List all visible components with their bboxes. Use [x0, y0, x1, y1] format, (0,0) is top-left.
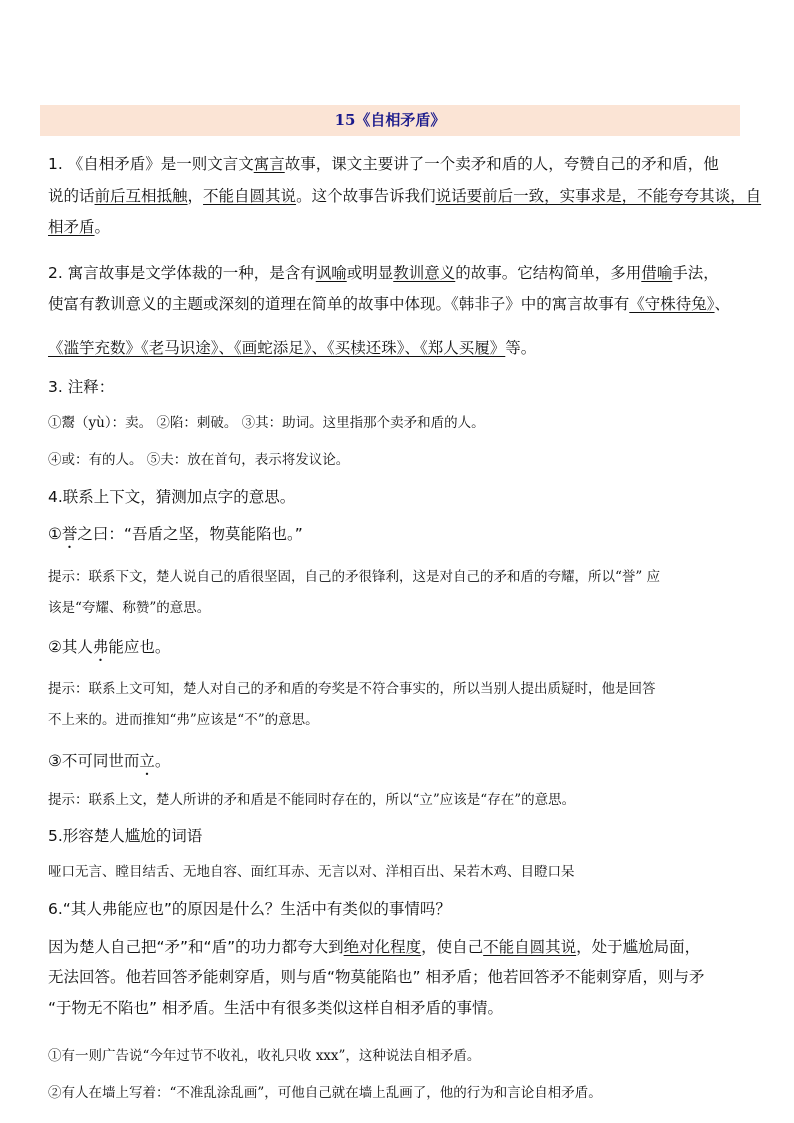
s4-question1	[48, 524, 303, 552]
text: ①	[48, 525, 62, 543]
text: 。	[154, 752, 171, 770]
s5-heading: 5.形容楚人尴尬的词语	[48, 827, 203, 845]
s6-line2: 无法回答。他若回答矛能刺穿盾，则与盾“物莫能陷也” 相矛盾；他若回答矛不能刺穿盾，则与矛	[48, 968, 705, 986]
text: 之曰：“吾盾之坚，物莫能陷也。”	[77, 525, 303, 543]
text: 。这个故事告诉我们	[296, 187, 436, 205]
s6-example2: ②有人在墙上写着：“不准乱涂乱画”，可他自己就在墙上乱画了，他的行为和言论自相矛盾。	[48, 1085, 602, 1101]
text: 、	[714, 295, 731, 313]
s3-heading: 3. 注释：	[48, 378, 115, 396]
dotted-char: 誉	[61, 525, 78, 543]
text: 手法，	[672, 264, 719, 282]
underlined-term: 不能自圆其说	[483, 938, 577, 956]
underlined-term: 说话要前后一致，实事求是，不能夸夸其谈，自	[435, 187, 762, 205]
text: 或明显	[346, 264, 394, 282]
underlined-term: 绝对化程度	[343, 938, 422, 956]
text: 2. 寓言故事是文学体裁的一种，是含有	[48, 264, 316, 282]
text: ②其人	[48, 638, 93, 656]
s6-line1	[48, 937, 700, 957]
text: 使富有教训意义的主题或深刻的道理在简单的故事中体现。《韩非子》中的寓言故事有	[48, 295, 630, 313]
text: ，	[187, 187, 204, 205]
s4-question3	[48, 751, 170, 779]
s4-question2	[48, 637, 170, 665]
text: 故事，课文主要讲了一个卖矛和盾的人，夸赞自己的矛和盾，他	[284, 155, 719, 173]
p1-line1	[48, 154, 719, 174]
dotted-char: 立	[139, 752, 155, 770]
dotted-char: 弗	[92, 638, 109, 656]
s4-hint1-line2: 该是“夸耀、称赞”的意思。	[48, 600, 211, 616]
p2-line1	[48, 263, 719, 283]
s4-hint1-line1: 提示：联系下文，楚人说自己的盾很坚固，自己的矛很锋利，这是对自己的矛和盾的夸耀，所以“誉” 应	[48, 569, 661, 585]
s4-heading: 4.联系上下文，猜测加点字的意思。	[48, 488, 296, 506]
text: 的故事。它结构简单，多用	[455, 264, 642, 282]
s6-heading: 6.“其人弗能应也”的原因是什么？生活中有类似的事情吗？	[48, 900, 451, 918]
text: ③不可同世而	[48, 752, 140, 770]
underlined-term: 相矛盾	[48, 218, 95, 236]
p2-line2	[48, 294, 730, 314]
underlined-term: 前后互相抵触	[94, 187, 188, 205]
p1-line2	[48, 186, 761, 206]
s4-hint3: 提示：联系上文，楚人所讲的矛和盾是不能同时存在的，所以“立”应该是“存在”的意思。	[48, 792, 576, 808]
p1-line3	[48, 217, 110, 237]
s4-hint2-line2: 不上来的。进而推知“弗”应该是“不”的意思。	[48, 712, 319, 728]
underlined-term: 寓言	[253, 155, 285, 173]
underlined-term: 《滥竽充数》《老马识途》、《画蛇添足》、《买椟还珠》、《郑人买履》	[48, 339, 506, 357]
p2-line3	[48, 338, 536, 358]
s6-line3: “于物无不陷也” 相矛盾。生活中有很多类似这样自相矛盾的事情。	[48, 999, 503, 1017]
underlined-term: 不能自圆其说	[203, 187, 297, 205]
underlined-term: 借喻	[641, 264, 673, 282]
s4-hint2-line1: 提示：联系上文可知，楚人对自己的矛和盾的夸奖是不符合事实的，所以当别人提出质疑时，他是回答	[48, 681, 656, 697]
text: 。	[94, 218, 111, 236]
s6-example1: ①有一则广告说“今年过节不收礼，收礼只收 xxx”，这种说法自相矛盾。	[48, 1048, 481, 1064]
text: 等。	[505, 339, 537, 357]
text: 说的话	[48, 187, 95, 205]
s3-note-line1: ①鬻（yù）：卖。 ②陷：刺破。 ③其：助词。这里指那个卖矛和盾的人。	[48, 415, 485, 431]
text: ，处于尴尬局面，	[576, 938, 701, 956]
text: 1. 《自相矛盾》是一则文言文	[48, 155, 254, 173]
underlined-term: 教训意义	[393, 264, 456, 282]
text: ，使自己	[421, 938, 484, 956]
underlined-term: 《守株待兔》	[629, 295, 715, 313]
text: 能应也。	[108, 638, 171, 656]
underlined-term: 讽喻	[315, 264, 347, 282]
s3-note-line2: ④或：有的人。 ⑤夫：放在首句，表示将发议论。	[48, 452, 350, 468]
text: 因为楚人自己把“矛”和“盾”的功力都夸大到	[48, 938, 344, 956]
s5-words: 哑口无言、瞠目结舌、无地自容、面红耳赤、无言以对、洋相百出、呆若木鸡、目瞪口呆	[48, 864, 575, 880]
page-title: 15《自相矛盾》	[40, 105, 740, 136]
